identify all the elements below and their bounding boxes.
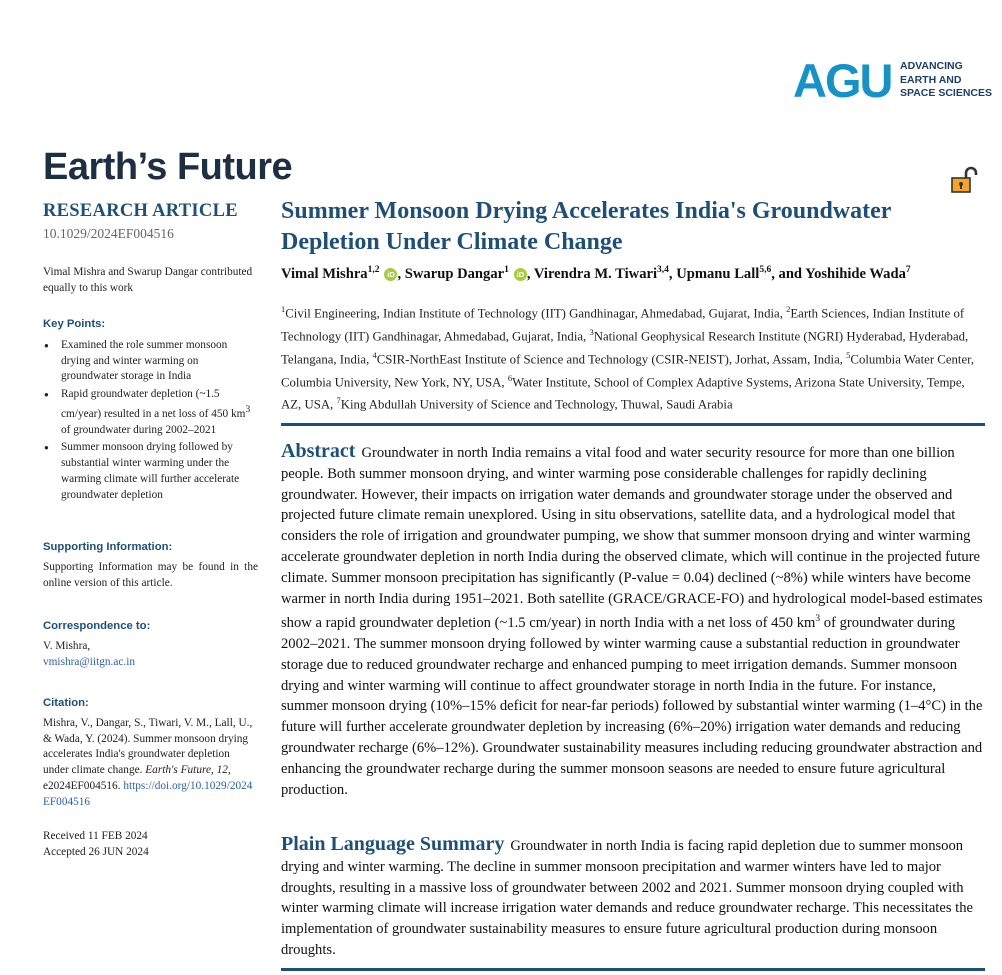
abstract-heading: Abstract xyxy=(281,440,356,462)
open-lock-icon xyxy=(950,166,978,194)
correspondence-heading: Correspondence to: xyxy=(43,620,151,632)
affiliations xyxy=(281,300,986,414)
author-name[interactable]: Yoshihide Wada xyxy=(805,265,906,282)
author-affil: 3,4 xyxy=(657,265,669,275)
supporting-text: Supporting Information may be found in the online version of this article. xyxy=(43,560,258,589)
superscript: 3 xyxy=(245,404,251,415)
citation-link[interactable]: https://doi.org/10.1029/2024EF004516 xyxy=(43,779,253,808)
author-name[interactable]: Upmanu Lall xyxy=(676,265,760,282)
key-points-heading: Key Points: xyxy=(43,318,106,330)
superscript: 3 xyxy=(815,614,821,625)
author-affil: 1 xyxy=(504,265,509,275)
citation-heading: Citation: xyxy=(43,697,89,709)
supporting-information xyxy=(43,540,258,591)
supporting-heading: Supporting Information: xyxy=(43,541,173,553)
affil-num: 1 xyxy=(281,304,286,314)
doi[interactable]: 10.1029/2024EF004516 xyxy=(43,226,174,241)
abstract-text: of groundwater during 2002–2021. The summer monsoon drying followed by winter warming cause a substantial reduction in groundwater storage due to reduced groundwater recharge and enhanced pumping to meet irrigation demands. Summer monsoon drying and winter warming will continue to affect groundwater storage in north India in the future. For instance, summer monsoon drying (10%–15% deficit for near-far periods) followed by substantial winter warming (1–4°C) in the future will further accelerate groundwater depletion by increasing (6%–20%) irrigation water demands and reducing groundwater recharge (6%–12%). Groundwater sustainability measures including reducing groundwater abstraction and enhancing the groundwater recharge during the summer monsoon seasons are needed to ensure future agricultural production. xyxy=(281,615,983,798)
affil-num: 5 xyxy=(846,349,851,360)
key-point: ● Examined the role summer monsoon drying and winter warming on groundwater storage in India xyxy=(43,338,258,385)
separator: , xyxy=(668,265,677,282)
correspondence xyxy=(43,619,258,670)
author-affil: 7 xyxy=(905,265,911,275)
author-affil: 5,6 xyxy=(759,265,772,275)
affiliation: King Abdullah University of Science and Technology, Thuwal, Saudi Arabia xyxy=(340,397,733,412)
divider xyxy=(281,968,985,971)
affiliation: Columbia Water Center, Columbia University, New York, NY, USA, xyxy=(281,351,975,389)
agu-tagline-line: SPACE SCIENCES xyxy=(900,87,992,99)
received-date: Received 11 FEB 2024 xyxy=(43,830,148,842)
correspondence-email[interactable]: vmishra@iitgn.ac.in xyxy=(43,655,135,668)
pls-heading: Plain Language Summary xyxy=(281,833,505,855)
pls-text: Groundwater in north India is facing rapid depletion due to summer monsoon drying and winter warming. The decline in summer monsoon precipitation and warmer winters have led to major droughts, resulting in a massive loss of groundwater between 2002 and 2021. Summer monsoon drying coupled with winter warming climate will increase irrigation water demands and reduce groundwater recharge. This necessitates the implementation of groundwater sustainability measures to ensure future agricultural production during monsoon droughts. xyxy=(281,838,973,958)
key-point xyxy=(43,387,258,438)
citation-sep: , xyxy=(210,764,217,777)
author-affil: 1,2 xyxy=(367,265,380,275)
citation xyxy=(43,696,258,811)
citation-id: , e2024EF004516. xyxy=(43,764,231,792)
journal-title: Earth’s Future xyxy=(43,146,293,188)
affil-num: 4 xyxy=(372,349,377,360)
accepted-date: Accepted 26 JUN 2024 xyxy=(43,845,149,858)
citation-text xyxy=(43,716,258,811)
affil-num: 2 xyxy=(786,304,791,314)
agu-tagline-line: ADVANCING xyxy=(900,60,963,72)
citation-journal: Earth's Future xyxy=(145,764,211,777)
key-point-text: Rapid groundwater depletion (~1.5 cm/year) resulted in a net loss of 450 km xyxy=(61,388,246,420)
author-name[interactable]: Vimal Mishra xyxy=(281,265,368,282)
article-type: RESEARCH ARTICLE xyxy=(43,201,238,221)
affil-num: 3 xyxy=(589,326,594,337)
plain-language-summary xyxy=(281,834,986,961)
author-list xyxy=(281,265,986,283)
separator: , and xyxy=(771,265,806,282)
author-name[interactable]: Swarup Dangar xyxy=(404,265,505,282)
article-title: Summer Monsoon Drying Accelerates India's Groundwater Depletion Under Climate Change xyxy=(281,198,891,255)
abstract xyxy=(281,441,986,800)
affiliation: National Geophysical Research Institute (NGRI) Hyderabad, Hyderabad, Telangana, India, xyxy=(281,329,969,366)
key-points xyxy=(43,317,258,506)
agu-logo-mark: AGU xyxy=(793,54,892,107)
key-point: ● Summer monsoon drying followed by substantial winter warming under the warming climate will further accelerate groundwater depletion xyxy=(43,440,258,503)
agu-tagline xyxy=(900,60,992,101)
dates xyxy=(43,829,258,861)
abstract-text: Groundwater in north India remains a vital food and water security resource for more than one billion people. Both summer monsoon drying, and winter warming pose considerable challenges for rapidly declining groundwater. However, their impacts on irrigation water demands and groundwater storage under the observed and projected future climate remain unexplored. Using in situ observations, satellite data, and a hydrological model that considers the role of irrigation and groundwater pumping, we show that summer monsoon drying and winter warming accelerate groundwater depletion in north India during the observed climate, which will continue in the projected future climate. Summer monsoon precipitation has significantly (P-value = 0.04) declined (~8%) while winters have become warmer in north India during 1951–2021. Both satellite (GRACE/GRACE-FO) and hydrological model-based estimates show a rapid groundwater depletion (~1.5 cm/year) in north India with a net loss of 450 km xyxy=(281,445,983,632)
affil-num: 7 xyxy=(336,395,341,406)
affil-num: 6 xyxy=(507,372,513,383)
key-point-text: of groundwater during 2002–2021 xyxy=(61,423,217,436)
citation-body: Mishra, V., Dangar, S., Tiwari, V. M., Lall, U., & Wada, Y. (2024). Summer monsoon drying accelerates India's groundwater depletion under climate change. xyxy=(43,716,253,777)
affiliation: Water Institute, School of Complex Adaptive Systems, Arizona State University, Tempe, AZ, USA, xyxy=(281,374,965,412)
affiliation: Civil Engineering, Indian Institute of Technology (IIT) Gandhinagar, Ahmedabad, Gujarat, India, xyxy=(285,306,787,321)
contribution-note: Vimal Mishra and Swarup Dangar contributed equally to this work xyxy=(43,266,253,294)
agu-logo xyxy=(793,54,993,107)
separator: , xyxy=(397,265,405,282)
affiliation: Earth Sciences, Indian Institute of Technology (IIT) Gandhinagar, Ahmedabad, Gujarat, India, xyxy=(281,306,965,344)
citation-volume: 12 xyxy=(216,764,228,777)
correspondence-name: V. Mishra, xyxy=(43,639,91,652)
separator: , xyxy=(526,265,534,282)
author-name[interactable]: Virendra M. Tiwari xyxy=(533,265,658,282)
affiliation: CSIR-NorthEast Institute of Science and Technology (CSIR-NEIST), Jorhat, Assam, India, xyxy=(376,351,847,366)
divider xyxy=(281,423,985,426)
agu-tagline-line: EARTH AND xyxy=(900,73,962,86)
orcid-icon[interactable]: iD xyxy=(384,268,397,281)
orcid-icon[interactable]: iD xyxy=(514,268,527,281)
